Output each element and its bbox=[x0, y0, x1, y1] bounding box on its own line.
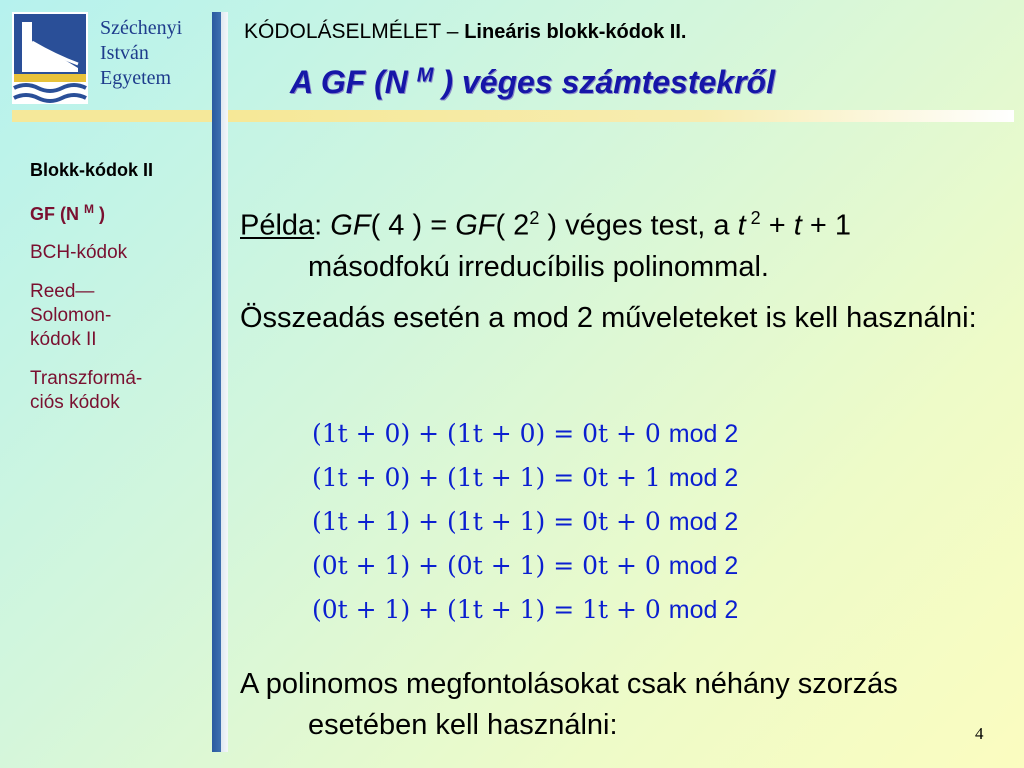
title-pre: A GF (N bbox=[290, 64, 417, 100]
multiplication-text: A polinomos megfontolásokat csak néhány szorzás esetében kell használni: bbox=[240, 668, 898, 741]
equations-block bbox=[312, 412, 738, 632]
logo-line-3: Egyetem bbox=[100, 67, 172, 89]
equation-expression: (1t + 0) + (1t + 0) = 0t + 0 bbox=[312, 419, 661, 448]
nav-item-reed-solomon[interactable] bbox=[30, 280, 210, 352]
var-t-2: t bbox=[793, 209, 802, 242]
equation-modulus: mod 2 bbox=[668, 552, 739, 580]
gf-symbol-1: GF bbox=[330, 209, 371, 242]
equation-modulus: mod 2 bbox=[668, 596, 739, 624]
var-t-1: t bbox=[737, 209, 746, 242]
nav-reed-line-1: Reed— bbox=[30, 281, 95, 302]
nav-item-gf[interactable] bbox=[30, 197, 210, 226]
left-accent-bar bbox=[12, 110, 212, 122]
equation-expression: (1t + 0) + (1t + 1) = 0t + 1 bbox=[312, 463, 661, 492]
equation-row bbox=[312, 456, 738, 500]
equation-row bbox=[312, 412, 738, 456]
nav-gf-post: ) bbox=[94, 204, 105, 224]
example-text-c: ) véges test, a bbox=[539, 209, 730, 242]
equation-expression: (0t + 1) + (1t + 1) = 1t + 0 bbox=[312, 595, 661, 624]
nav-gf-sup: M bbox=[84, 202, 94, 216]
paragraph-multiplication bbox=[240, 664, 1000, 746]
equation-expression: (0t + 1) + (0t + 1) = 0t + 0 bbox=[312, 551, 661, 580]
equation-expression: (1t + 1) + (1t + 1) = 0t + 0 bbox=[312, 507, 661, 536]
side-navigation bbox=[30, 158, 210, 430]
subtitle-bold: Lineáris blokk-kódok II. bbox=[464, 21, 687, 43]
header-accent-bar bbox=[228, 110, 1014, 122]
example-colon: : bbox=[314, 209, 331, 242]
university-logo bbox=[12, 12, 88, 104]
subtitle-main: KÓDOLÁSELMÉLET – bbox=[244, 20, 465, 43]
equation-row bbox=[312, 544, 738, 588]
nav-trans-line-2: ciós kódok bbox=[30, 392, 120, 413]
vertical-divider bbox=[212, 12, 228, 752]
paragraph-addition: Összeadás esetén a mod 2 műveleteket is kell használni: bbox=[240, 301, 977, 334]
university-name bbox=[100, 16, 182, 91]
gf-symbol-2: GF bbox=[455, 209, 496, 242]
nav-item-transform[interactable] bbox=[30, 367, 210, 415]
equation-modulus: mod 2 bbox=[668, 464, 739, 492]
equation-row bbox=[312, 588, 738, 632]
main-content bbox=[240, 198, 1000, 339]
example-text-d: + bbox=[760, 209, 794, 242]
paragraph-example bbox=[240, 198, 1000, 288]
nav-current-section[interactable]: Blokk-kódok II bbox=[30, 160, 154, 180]
equation-modulus: mod 2 bbox=[668, 420, 739, 448]
example-text-a: ( 4 ) = bbox=[370, 209, 456, 242]
example-label: Példa bbox=[240, 209, 315, 242]
example-text-e: + 1 másodfokú irreducíbilis polinommal. bbox=[308, 209, 851, 283]
title-post: ) véges számtestekről bbox=[433, 64, 775, 100]
slide-title bbox=[290, 64, 775, 101]
title-sup: M bbox=[416, 64, 434, 87]
nav-reed-line-3: kódok II bbox=[30, 329, 97, 350]
nav-reed-line-2: Solomon- bbox=[30, 305, 112, 326]
equation-row bbox=[312, 500, 738, 544]
slide-subtitle bbox=[244, 20, 686, 44]
nav-item-bch[interactable]: BCH-kódok bbox=[30, 242, 128, 263]
nav-gf-pre: GF (N bbox=[30, 204, 84, 224]
example-text-b: ( 2 bbox=[495, 209, 530, 242]
example-sup: 2 bbox=[529, 208, 540, 228]
nav-trans-line-1: Transzformá- bbox=[30, 368, 143, 389]
example-sup-2: 2 bbox=[745, 208, 761, 228]
page-number: 4 bbox=[975, 724, 984, 743]
logo-line-1: Széchenyi bbox=[100, 17, 183, 39]
logo-line-2: István bbox=[100, 42, 149, 64]
equation-modulus: mod 2 bbox=[668, 508, 739, 536]
